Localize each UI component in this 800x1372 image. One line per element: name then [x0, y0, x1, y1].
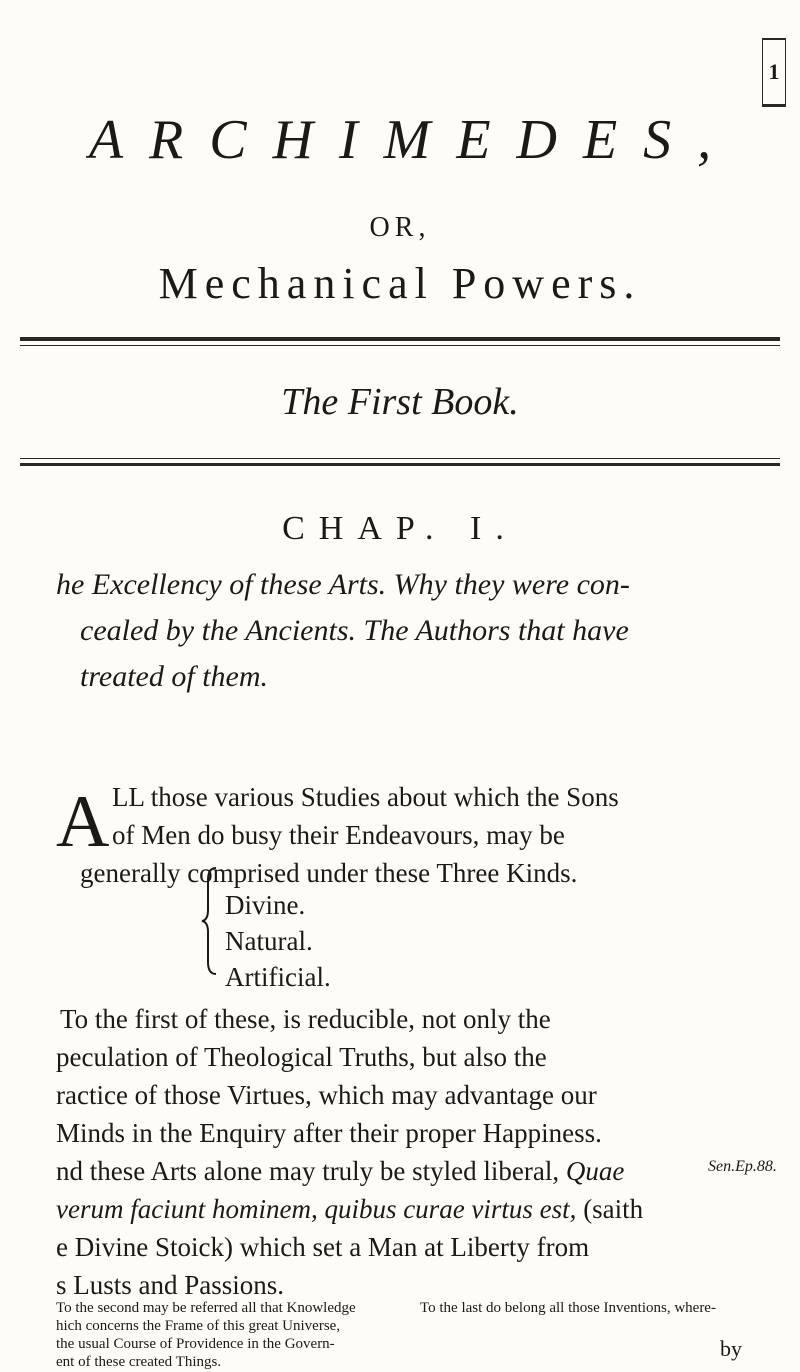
body-text: nd these Arts alone may truly be styled liberal,	[56, 1156, 560, 1186]
kind-natural: Natural.	[225, 926, 313, 956]
body-line: peculation of Theological Truths, but also the	[56, 1042, 547, 1072]
body-line: of Men do busy their Endeavours, may be	[112, 820, 565, 850]
book-title: ARCHIMEDES,	[88, 109, 738, 171]
body-text: (saith	[583, 1194, 644, 1224]
argument-line: he Excellency of these Arts. Why they were con-	[56, 568, 630, 601]
catchword: by	[720, 1336, 742, 1361]
body-line: To the second may be referred all that Knowledge	[56, 1300, 356, 1316]
brace-icon	[200, 866, 218, 976]
body-line: the usual Course of Providence in the Govern-	[56, 1336, 335, 1352]
book-subtitle: Mechanical Powers.	[158, 259, 642, 308]
kind-artificial: Artificial.	[225, 962, 331, 992]
argument-line: cealed by the Ancients. The Authors that have	[80, 614, 629, 647]
kind-divine: Divine.	[225, 890, 306, 920]
margin-note: Sen.Ep.88.	[708, 1158, 777, 1175]
body-line: Minds in the Enquiry after their proper Happiness.	[56, 1118, 602, 1148]
mid-rule-thin	[20, 458, 780, 459]
mid-rule-thick	[20, 463, 780, 466]
body-line	[56, 1152, 624, 1190]
body-line: generally comprised under these Three Kinds.	[80, 858, 578, 888]
body-line: To the last do belong all those Inventions, where-	[420, 1300, 716, 1316]
book-heading: The First Book.	[281, 381, 519, 423]
body-line: To the first of these, is reducible, not only the	[60, 1004, 551, 1034]
argument-line: treated of them.	[80, 660, 269, 693]
latin-quote: verum faciunt hominem, quibus curae virtus est,	[56, 1194, 577, 1224]
top-rule-thick	[20, 337, 780, 341]
body-line: LL those various Studies about which the Sons	[112, 782, 619, 812]
body-line: ent of these created Things.	[56, 1354, 222, 1370]
body-line: s Lusts and Passions.	[56, 1270, 285, 1300]
latin-quote: Quae	[565, 1156, 625, 1186]
body-line	[56, 1190, 643, 1228]
page-number: 1	[762, 38, 786, 107]
body-line: ractice of those Virtues, which may advantage our	[56, 1080, 597, 1110]
body-line: hich concerns the Frame of this great Universe,	[56, 1318, 341, 1334]
chapter-heading: CHAP. I.	[282, 510, 518, 547]
top-rule-thin	[20, 345, 780, 346]
drop-capital: A	[56, 781, 110, 863]
title-connector: OR,	[369, 212, 431, 243]
body-line: e Divine Stoick) which set a Man at Liberty from	[56, 1232, 590, 1262]
